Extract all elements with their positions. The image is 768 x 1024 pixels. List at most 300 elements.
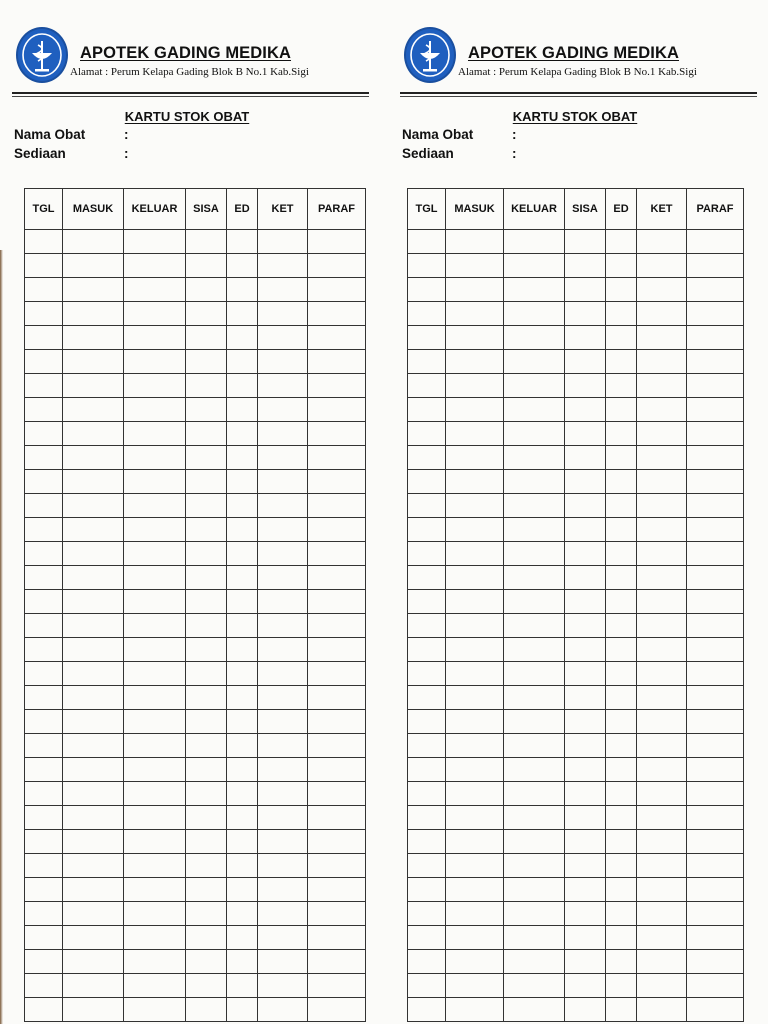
column-header-sisa: SISA [186, 189, 227, 230]
table-cell-keluar [504, 974, 565, 998]
table-cell-ed [606, 902, 637, 926]
table-cell-sisa [565, 782, 606, 806]
table-cell-ed [227, 230, 258, 254]
table-row [408, 686, 744, 710]
table-cell-sisa [565, 470, 606, 494]
table-cell-ket [637, 806, 687, 830]
table-cell-keluar [504, 590, 565, 614]
table-cell-paraf [308, 686, 366, 710]
table-cell-ed [606, 566, 637, 590]
table-row [408, 374, 744, 398]
table-cell-ket [258, 854, 308, 878]
table-cell-sisa [565, 230, 606, 254]
column-header-tgl: TGL [25, 189, 63, 230]
table-cell-sisa [565, 278, 606, 302]
table-cell-keluar [124, 758, 186, 782]
table-cell-keluar [504, 542, 565, 566]
table-cell-ed [606, 614, 637, 638]
table-cell-paraf [687, 974, 744, 998]
table-cell-keluar [504, 614, 565, 638]
table-cell-masuk [63, 998, 124, 1022]
table-cell-ed [606, 662, 637, 686]
table-cell-keluar [124, 710, 186, 734]
table-cell-ed [227, 686, 258, 710]
table-cell-paraf [687, 926, 744, 950]
table-cell-ed [606, 782, 637, 806]
table-row [408, 782, 744, 806]
table-cell-masuk [446, 470, 504, 494]
table-cell-tgl [25, 470, 63, 494]
table-cell-ket [637, 902, 687, 926]
table-cell-keluar [124, 854, 186, 878]
table-cell-paraf [687, 782, 744, 806]
table-cell-sisa [565, 422, 606, 446]
table-cell-sisa [565, 854, 606, 878]
table-cell-sisa [186, 854, 227, 878]
table-cell-ket [637, 566, 687, 590]
table-row [25, 662, 366, 686]
table-cell-tgl [408, 350, 446, 374]
table-cell-tgl [25, 710, 63, 734]
table-cell-keluar [124, 230, 186, 254]
table-cell-paraf [308, 566, 366, 590]
table-row [408, 350, 744, 374]
table-cell-ed [227, 446, 258, 470]
table-cell-ket [637, 998, 687, 1022]
table-cell-paraf [687, 278, 744, 302]
table-cell-ket [258, 302, 308, 326]
table-cell-ket [258, 974, 308, 998]
table-cell-ket [637, 518, 687, 542]
table-cell-ket [637, 926, 687, 950]
table-cell-ket [637, 470, 687, 494]
table-cell-keluar [124, 782, 186, 806]
table-cell-ket [258, 926, 308, 950]
table-cell-masuk [63, 326, 124, 350]
table-cell-keluar [124, 638, 186, 662]
table-cell-ket [258, 278, 308, 302]
table-cell-sisa [565, 398, 606, 422]
table-cell-paraf [687, 254, 744, 278]
table-cell-sisa [186, 398, 227, 422]
table-cell-ed [227, 326, 258, 350]
table-cell-paraf [687, 518, 744, 542]
table-cell-masuk [63, 350, 124, 374]
table-cell-paraf [308, 734, 366, 758]
field-nama-obat [14, 127, 129, 142]
table-cell-ket [258, 950, 308, 974]
table-cell-paraf [687, 830, 744, 854]
table-cell-keluar [504, 494, 565, 518]
table-cell-masuk [446, 446, 504, 470]
column-header-paraf: PARAF [687, 189, 744, 230]
table-row [25, 566, 366, 590]
pharmacy-name: APOTEK GADING MEDIKA [468, 44, 680, 62]
table-cell-ket [637, 398, 687, 422]
table-cell-ket [637, 950, 687, 974]
table-cell-masuk [446, 926, 504, 950]
table-cell-keluar [124, 398, 186, 422]
table-cell-paraf [308, 998, 366, 1022]
table-cell-sisa [565, 950, 606, 974]
table-cell-tgl [408, 734, 446, 758]
table-cell-ed [606, 638, 637, 662]
table-cell-ed [606, 806, 637, 830]
table-cell-sisa [565, 998, 606, 1022]
table-cell-ket [258, 782, 308, 806]
table-row [25, 326, 366, 350]
table-cell-keluar [124, 830, 186, 854]
table-cell-paraf [308, 806, 366, 830]
table-cell-ket [258, 902, 308, 926]
bowl-of-hygieia-icon [16, 27, 68, 83]
table-cell-ed [227, 350, 258, 374]
table-cell-sisa [186, 278, 227, 302]
table-row [408, 566, 744, 590]
table-cell-ket [637, 782, 687, 806]
table-row [408, 662, 744, 686]
table-cell-ket [258, 398, 308, 422]
table-cell-sisa [186, 494, 227, 518]
table-cell-ket [258, 446, 308, 470]
table-cell-ed [227, 950, 258, 974]
table-cell-ed [606, 350, 637, 374]
table-row [408, 830, 744, 854]
table-cell-ed [606, 686, 637, 710]
table-cell-masuk [63, 230, 124, 254]
table-cell-masuk [446, 542, 504, 566]
table-cell-tgl [25, 734, 63, 758]
table-cell-ket [637, 710, 687, 734]
table-cell-ed [227, 974, 258, 998]
table-cell-paraf [687, 878, 744, 902]
table-cell-ket [258, 470, 308, 494]
table-row [25, 590, 366, 614]
table-row [408, 590, 744, 614]
table-cell-paraf [308, 758, 366, 782]
table-row [408, 302, 744, 326]
table-cell-sisa [565, 734, 606, 758]
table-cell-paraf [308, 950, 366, 974]
table-cell-ed [606, 974, 637, 998]
table-cell-sisa [186, 710, 227, 734]
table-cell-paraf [687, 374, 744, 398]
table-cell-ket [637, 974, 687, 998]
table-cell-ed [227, 926, 258, 950]
table-cell-keluar [504, 566, 565, 590]
table-cell-ed [227, 470, 258, 494]
table-cell-masuk [446, 494, 504, 518]
table-cell-sisa [186, 614, 227, 638]
table-cell-ket [258, 230, 308, 254]
table-cell-sisa [186, 950, 227, 974]
table-cell-masuk [446, 806, 504, 830]
table-cell-tgl [25, 278, 63, 302]
table-cell-ket [637, 302, 687, 326]
field-separator: : [124, 146, 129, 161]
table-cell-sisa [186, 686, 227, 710]
table-row [25, 710, 366, 734]
table-row [25, 638, 366, 662]
table-row [408, 950, 744, 974]
field-label: Sediaan [402, 146, 454, 161]
table-cell-ket [258, 542, 308, 566]
table-cell-keluar [504, 638, 565, 662]
table-cell-ket [637, 494, 687, 518]
table-cell-keluar [124, 446, 186, 470]
field-separator: : [124, 127, 129, 142]
table-row [25, 470, 366, 494]
pharmacy-address: Alamat : Perum Kelapa Gading Blok B No.1 Kab.Sigi [70, 66, 309, 78]
table-cell-ket [637, 878, 687, 902]
table-cell-paraf [687, 638, 744, 662]
table-cell-masuk [446, 278, 504, 302]
table-cell-keluar [124, 302, 186, 326]
table-cell-tgl [408, 590, 446, 614]
table-cell-ed [606, 950, 637, 974]
field-label: Nama Obat [14, 127, 86, 142]
table-cell-keluar [124, 950, 186, 974]
table-cell-tgl [408, 302, 446, 326]
table-cell-ed [227, 254, 258, 278]
table-cell-ket [637, 326, 687, 350]
table-cell-keluar [124, 878, 186, 902]
table-cell-masuk [63, 662, 124, 686]
table-cell-paraf [308, 974, 366, 998]
table-cell-masuk [63, 398, 124, 422]
table-cell-masuk [63, 710, 124, 734]
table-cell-ed [606, 590, 637, 614]
table-cell-paraf [687, 398, 744, 422]
table-cell-sisa [186, 470, 227, 494]
table-cell-ed [227, 302, 258, 326]
table-cell-paraf [687, 566, 744, 590]
table-cell-masuk [63, 470, 124, 494]
table-cell-paraf [308, 350, 366, 374]
table-cell-keluar [504, 734, 565, 758]
column-header-tgl: TGL [408, 189, 446, 230]
table-row [408, 902, 744, 926]
header-divider-thin [12, 96, 369, 97]
table-cell-tgl [25, 662, 63, 686]
table-cell-masuk [446, 374, 504, 398]
table-cell-ket [258, 806, 308, 830]
table-cell-masuk [63, 590, 124, 614]
table-cell-ed [606, 446, 637, 470]
table-cell-tgl [25, 350, 63, 374]
table-row [25, 614, 366, 638]
table-cell-tgl [408, 422, 446, 446]
table-row [25, 422, 366, 446]
table-cell-masuk [446, 254, 504, 278]
table-cell-paraf [308, 590, 366, 614]
table-cell-keluar [504, 710, 565, 734]
table-row [408, 398, 744, 422]
table-row [408, 998, 744, 1022]
table-cell-sisa [565, 254, 606, 278]
table-cell-masuk [446, 302, 504, 326]
table-cell-keluar [504, 854, 565, 878]
table-cell-sisa [186, 734, 227, 758]
table-cell-paraf [687, 350, 744, 374]
table-row [25, 758, 366, 782]
table-cell-sisa [186, 878, 227, 902]
table-cell-ed [227, 662, 258, 686]
table-cell-ed [227, 758, 258, 782]
table-row [25, 302, 366, 326]
table-cell-sisa [186, 446, 227, 470]
table-cell-sisa [565, 518, 606, 542]
table-cell-masuk [63, 734, 124, 758]
table-cell-ed [227, 398, 258, 422]
table-row [408, 734, 744, 758]
table-cell-masuk [446, 398, 504, 422]
table-row [408, 974, 744, 998]
table-cell-tgl [408, 374, 446, 398]
table-cell-tgl [25, 854, 63, 878]
table-cell-sisa [565, 974, 606, 998]
table-row [408, 422, 744, 446]
table-cell-paraf [308, 854, 366, 878]
table-cell-masuk [446, 902, 504, 926]
table-cell-paraf [687, 686, 744, 710]
table-cell-paraf [308, 782, 366, 806]
table-cell-masuk [63, 758, 124, 782]
table-cell-paraf [308, 326, 366, 350]
table-cell-ed [606, 422, 637, 446]
table-cell-keluar [124, 254, 186, 278]
table-cell-ed [227, 830, 258, 854]
table-cell-paraf [308, 398, 366, 422]
table-row [408, 614, 744, 638]
table-cell-masuk [446, 662, 504, 686]
table-cell-paraf [308, 422, 366, 446]
table-cell-keluar [504, 278, 565, 302]
table-cell-sisa [186, 758, 227, 782]
table-cell-tgl [25, 446, 63, 470]
table-cell-tgl [25, 374, 63, 398]
table-cell-keluar [124, 278, 186, 302]
table-row [25, 350, 366, 374]
pharmacy-address: Alamat : Perum Kelapa Gading Blok B No.1 Kab.Sigi [458, 66, 697, 78]
table-cell-keluar [504, 806, 565, 830]
table-cell-tgl [25, 302, 63, 326]
header-divider [400, 92, 757, 94]
table-row [408, 278, 744, 302]
table-cell-tgl [25, 518, 63, 542]
table-cell-sisa [565, 926, 606, 950]
column-header-masuk: MASUK [63, 189, 124, 230]
table-cell-sisa [186, 782, 227, 806]
table-cell-sisa [565, 374, 606, 398]
field-label: Sediaan [14, 146, 66, 161]
table-cell-ed [227, 710, 258, 734]
table-cell-paraf [687, 326, 744, 350]
bowl-of-hygieia-icon [404, 27, 456, 83]
table-row [25, 278, 366, 302]
table-cell-keluar [504, 398, 565, 422]
table-row [25, 686, 366, 710]
table-cell-masuk [63, 950, 124, 974]
table-cell-ed [606, 278, 637, 302]
table-cell-masuk [446, 710, 504, 734]
table-cell-paraf [687, 854, 744, 878]
table-cell-ket [258, 830, 308, 854]
table-cell-tgl [408, 254, 446, 278]
table-cell-masuk [446, 590, 504, 614]
table-cell-keluar [124, 806, 186, 830]
table-cell-ed [227, 734, 258, 758]
table-cell-tgl [25, 950, 63, 974]
table-cell-ket [258, 662, 308, 686]
table-cell-tgl [408, 326, 446, 350]
table-cell-sisa [186, 662, 227, 686]
table-row [25, 998, 366, 1022]
table-cell-keluar [124, 350, 186, 374]
table-cell-masuk [63, 974, 124, 998]
table-cell-sisa [565, 710, 606, 734]
table-cell-ed [606, 470, 637, 494]
table-cell-ket [637, 830, 687, 854]
table-cell-paraf [687, 614, 744, 638]
table-cell-keluar [124, 566, 186, 590]
table-row [408, 926, 744, 950]
table-cell-masuk [63, 518, 124, 542]
table-cell-masuk [446, 854, 504, 878]
table-cell-tgl [25, 566, 63, 590]
table-cell-paraf [308, 902, 366, 926]
table-cell-sisa [565, 638, 606, 662]
table-cell-sisa [565, 350, 606, 374]
table-cell-paraf [308, 254, 366, 278]
table-cell-keluar [124, 662, 186, 686]
table-cell-ket [637, 278, 687, 302]
table-cell-sisa [565, 662, 606, 686]
table-cell-keluar [504, 254, 565, 278]
field-sediaan [14, 146, 129, 161]
table-cell-ed [227, 878, 258, 902]
table-cell-tgl [408, 230, 446, 254]
table-row [25, 254, 366, 278]
table-cell-tgl [25, 230, 63, 254]
table-cell-keluar [504, 758, 565, 782]
table-cell-ed [606, 230, 637, 254]
table-cell-masuk [63, 446, 124, 470]
table-row [25, 926, 366, 950]
table-cell-keluar [124, 902, 186, 926]
table-cell-tgl [25, 998, 63, 1022]
table-cell-ket [637, 422, 687, 446]
table-row [25, 494, 366, 518]
table-cell-tgl [408, 782, 446, 806]
table-cell-masuk [63, 806, 124, 830]
column-header-keluar: KELUAR [124, 189, 186, 230]
table-row [25, 830, 366, 854]
table-cell-masuk [446, 230, 504, 254]
table-row [408, 326, 744, 350]
table-cell-keluar [504, 830, 565, 854]
table-cell-tgl [25, 902, 63, 926]
table-cell-keluar [504, 998, 565, 1022]
table-cell-sisa [186, 902, 227, 926]
table-cell-tgl [408, 974, 446, 998]
table-row [25, 878, 366, 902]
table-cell-ed [227, 902, 258, 926]
table-cell-ed [227, 494, 258, 518]
table-cell-keluar [124, 590, 186, 614]
table-row [25, 782, 366, 806]
table-cell-tgl [25, 758, 63, 782]
